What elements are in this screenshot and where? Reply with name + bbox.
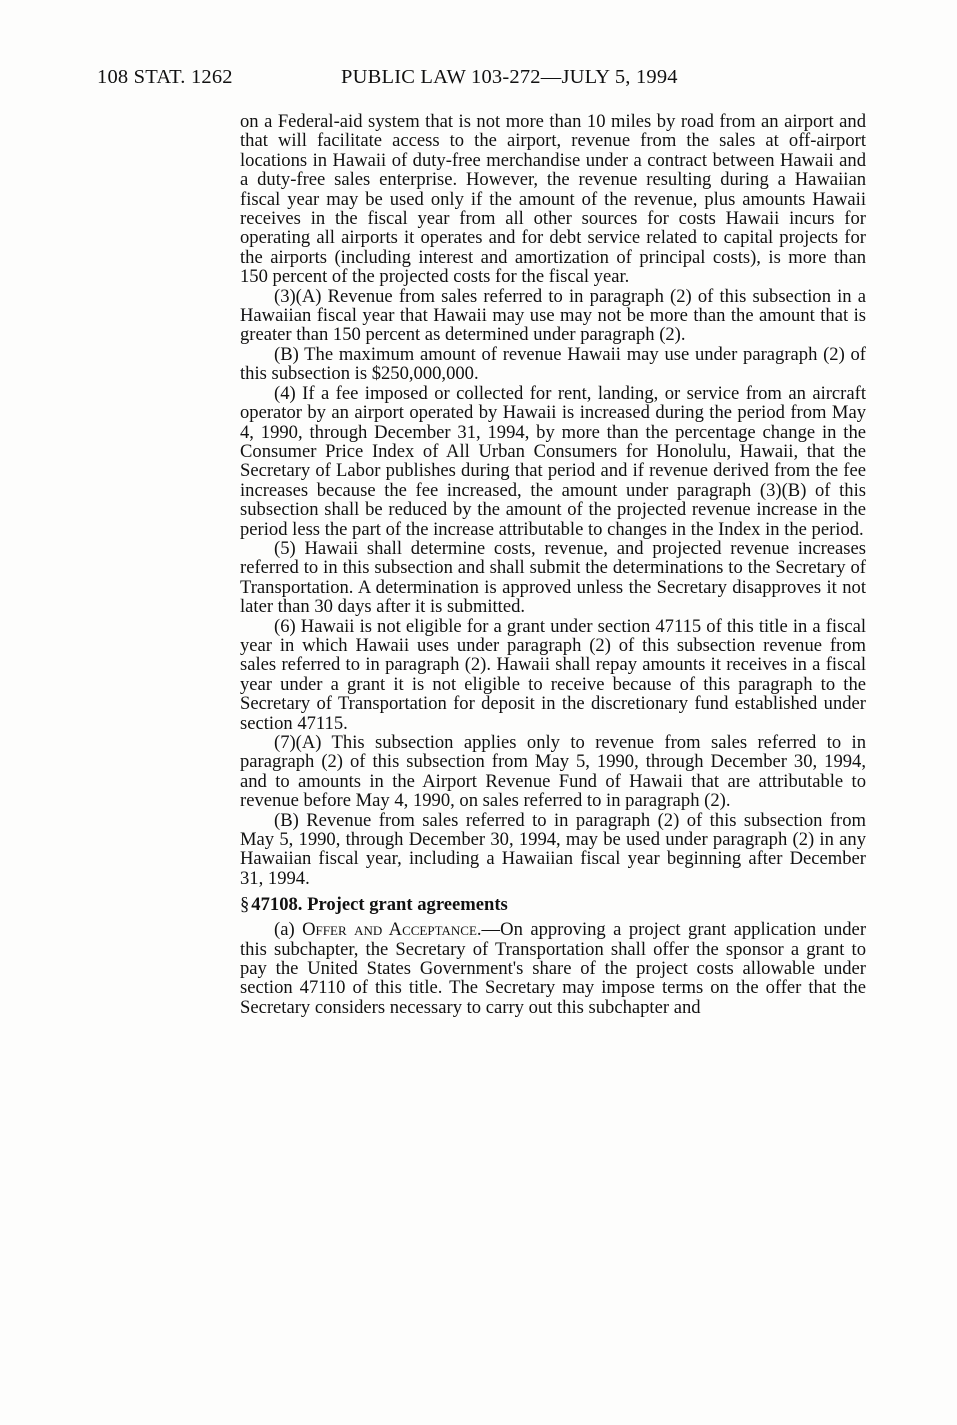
section-symbol: § <box>240 894 250 916</box>
subsection-a <box>240 920 866 1017</box>
subsection-a-text: On approving a project grant application under this subchapter, the Secretary of Transportation shall offer the sponsor a grant to pay the United States Government's share of the project costs allowable under section 47110 of this title. The Secretary may impose terms on the offer that the Secretary considers necessary to carry out this subchapter and <box>240 919 867 1018</box>
section-heading <box>240 895 866 915</box>
body-text <box>240 112 866 1017</box>
subsection-a-dash: — <box>481 919 501 941</box>
subsection-a-heading: Offer and Acceptance. <box>302 919 482 941</box>
paragraph-7a: (7)(A) This subsection applies only to revenue from sales referred to in paragraph (2) of this subsection from May 5, 1990, through December 30, 1994, and to amounts in the Airport Revenue Fund of Hawaii that are attributable to revenue before May 4, 1990, on sales referred to in paragraph (2). <box>240 732 866 812</box>
public-law-title: PUBLIC LAW 103-272—JULY 5, 1994 <box>341 66 678 88</box>
statute-page-number: 108 STAT. 1262 <box>97 66 233 88</box>
paragraph-3b: (B) The maximum amount of revenue Hawaii may use under paragraph (2) of this subsection is $250,000,000. <box>240 343 866 385</box>
paragraph-6: (6) Hawaii is not eligible for a grant under section 47115 of this title in a fiscal year in which Hawaii uses under paragraph (2) of this subsection revenue from sales referred to in paragraph (2). Hawaii shall repay amounts it receives in a fiscal year under a grant it is not eligible to receive because of this paragraph to the Secretary of Transportation for deposit in the discretionary fund established under section 47115. <box>240 615 866 734</box>
subsection-a-label: (a) <box>274 919 295 941</box>
paragraph-5: (5) Hawaii shall determine costs, revenue, and projected revenue increases referred to in this subsection and shall submit the determinations to the Secretary of Transportation. A determination is approved unless the Secretary disapproves it not later than 30 days after it is submitted. <box>240 537 866 618</box>
paragraph-4: (4) If a fee imposed or collected for rent, landing, or service from an aircraft operator by an airport operated by Hawaii is increased during the period from May 4, 1990, through December 31, 1994, by more than the percentage change in the Consumer Price Index of All Urban Consumers for Honolulu, Hawaii, that the Secretary of Labor publishes during that period and if revenue derived from the fee increases because the fee increased, the amount under paragraph (3)(B) of this subsection shall be reduced by the amount of the projected revenue increase in the period less the part of the increase attributable to changes in the Index in the period. <box>240 382 866 540</box>
paragraph-continuation: on a Federal-aid system that is not more than 10 miles by road from an airport and that will facilitate access to the airport, revenue from the sales at off-airport locations in Hawaii of duty-free merchandise under a contract between Hawaii and a duty-free sales enterprise. However, the revenue resulting during a Hawaiian fiscal year may be used only if the amount of the revenue, plus amounts Hawaii receives in the fiscal year from all other sources for costs Hawaii incurs for operating all airports it operates and for debt service related to capital projects for the airports (including interest and amortization of principal costs), is more than 150 percent of the projected costs for the fiscal year. <box>240 111 866 288</box>
section-title: Project grant agreements <box>307 894 508 916</box>
section-number: 47108. <box>251 894 303 916</box>
paragraph-7b: (B) Revenue from sales referred to in paragraph (2) of this subsection from May 5, 1990, through December 30, 1994, may be used under paragraph (2) in any Hawaiian fiscal year, including a Hawaiian fiscal year beginning after December 31, 1994. <box>240 809 866 889</box>
paragraph-3a: (3)(A) Revenue from sales referred to in paragraph (2) of this subsection in a Hawaiian fiscal year that Hawaii may use may not be more than the amount that is greater than 150 percent as determined under paragraph (2). <box>240 285 866 346</box>
page-header <box>97 64 877 90</box>
